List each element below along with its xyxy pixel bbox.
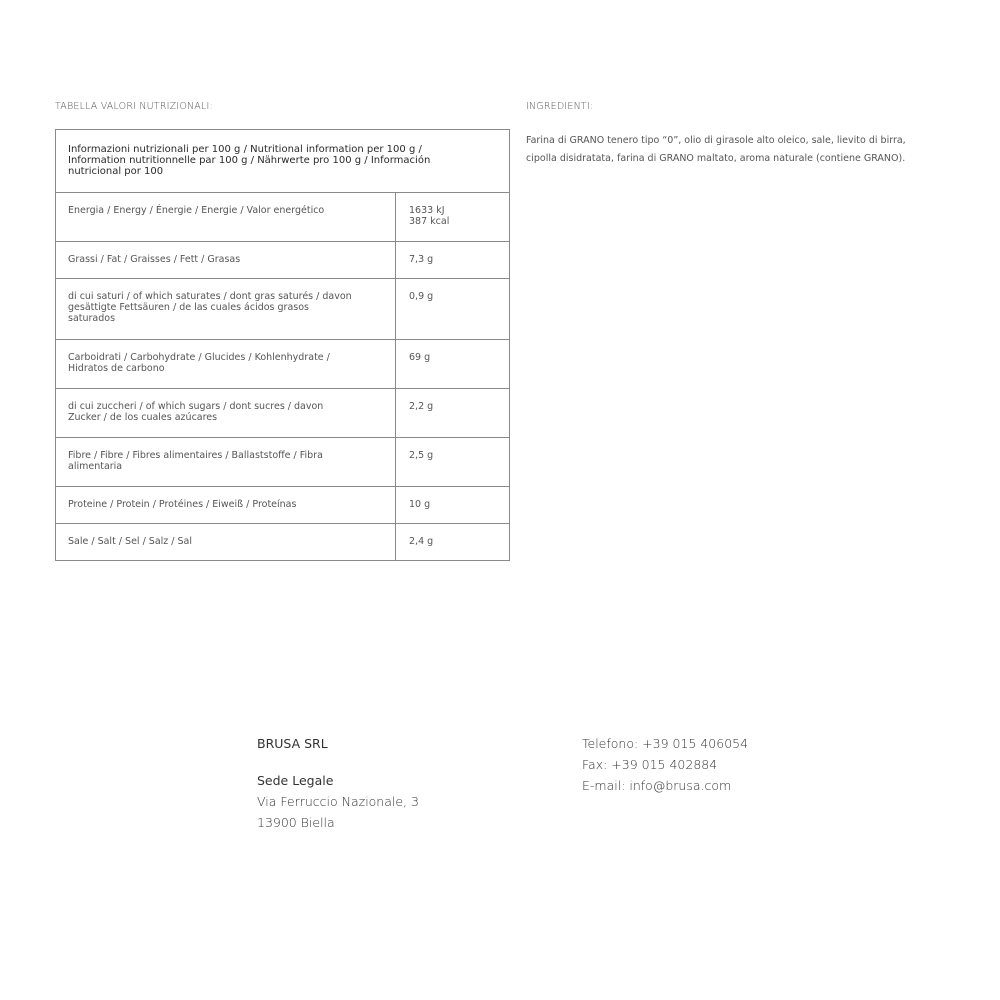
label-line: saturados bbox=[68, 313, 116, 324]
nutrient-value bbox=[396, 279, 510, 340]
fax-number: Fax: +39 015 402884 bbox=[582, 757, 718, 772]
nutrient-label bbox=[56, 242, 396, 279]
header-line: Information nutritionnelle par 100 g / Nährwerte pro 100 g / Información bbox=[68, 155, 431, 166]
value-line: 10 g bbox=[409, 499, 431, 510]
label-line: di cui zuccheri / of which sugars / dont sucres / davon bbox=[68, 401, 324, 412]
nutrient-label bbox=[56, 193, 396, 242]
value-line: 1633 kJ bbox=[409, 205, 445, 216]
address-line: 13900 Biella bbox=[257, 815, 335, 830]
label-line: Grassi / Fat / Graisses / Fett / Grasas bbox=[68, 254, 241, 265]
nutrient-value bbox=[396, 340, 510, 389]
table-row bbox=[56, 524, 510, 561]
label-line: Sale / Salt / Sel / Salz / Sal bbox=[68, 536, 192, 547]
ingredients-line: Farina di GRANO tenero tipo “0”, olio di girasole alto oleico, sale, lievito di birra, bbox=[526, 135, 906, 146]
value-line: 69 g bbox=[409, 352, 431, 363]
nutrient-label bbox=[56, 438, 396, 487]
value-line: 0,9 g bbox=[409, 291, 434, 302]
table-row bbox=[56, 487, 510, 524]
value-line: 2,2 g bbox=[409, 401, 434, 412]
nutrient-value bbox=[396, 193, 510, 242]
company-name: BRUSA SRL bbox=[257, 736, 328, 751]
nutrient-value bbox=[396, 524, 510, 561]
value-line: 387 kcal bbox=[409, 216, 450, 227]
nutrient-label bbox=[56, 487, 396, 524]
table-row bbox=[56, 242, 510, 279]
value-line: 2,5 g bbox=[409, 450, 434, 461]
table-header-row bbox=[56, 130, 510, 193]
nutrient-value bbox=[396, 389, 510, 438]
nutrition-table-title: TABELLA VALORI NUTRIZIONALI: bbox=[55, 101, 213, 112]
table-row bbox=[56, 340, 510, 389]
label-line: Energia / Energy / Énergie / Energie / Valor energético bbox=[68, 205, 325, 216]
value-line: 7,3 g bbox=[409, 254, 434, 265]
email-address: E-mail: info@brusa.com bbox=[582, 778, 732, 793]
label-line: Fibre / Fibre / Fibres alimentaires / Ballaststoffe / Fibra bbox=[68, 450, 323, 461]
label-line: Hidratos de carbono bbox=[68, 363, 165, 374]
ingredients-title: INGREDIENTI: bbox=[526, 101, 594, 112]
nutrient-value bbox=[396, 438, 510, 487]
company-info bbox=[257, 733, 419, 833]
table-row bbox=[56, 389, 510, 438]
label-line: alimentaria bbox=[68, 461, 123, 472]
table-row bbox=[56, 193, 510, 242]
label-line: gesättigte Fettsäuren / de las cuales ácidos grasos bbox=[68, 302, 309, 313]
nutrient-value bbox=[396, 242, 510, 279]
nutrient-label bbox=[56, 279, 396, 340]
nutrient-label bbox=[56, 524, 396, 561]
contact-info bbox=[582, 733, 748, 796]
header-line: Informazioni nutrizionali per 100 g / Nutritional information per 100 g / bbox=[68, 144, 422, 155]
office-label: Sede Legale bbox=[257, 773, 334, 788]
label-line: Proteine / Protein / Protéines / Eiweiß / Proteínas bbox=[68, 499, 297, 510]
label-line: Carboidrati / Carbohydrate / Glucides / Kohlenhydrate / bbox=[68, 352, 330, 363]
nutrient-label bbox=[56, 389, 396, 438]
table-row bbox=[56, 438, 510, 487]
header-line: nutricional por 100 bbox=[68, 166, 164, 177]
value-line: 2,4 g bbox=[409, 536, 434, 547]
nutrient-value bbox=[396, 487, 510, 524]
table-header-cell bbox=[56, 130, 510, 193]
address-line: Via Ferruccio Nazionale, 3 bbox=[257, 794, 419, 809]
table-row bbox=[56, 279, 510, 340]
phone-number: Telefono: +39 015 406054 bbox=[582, 736, 749, 751]
nutrient-label bbox=[56, 340, 396, 389]
ingredients-text bbox=[526, 132, 956, 168]
nutrition-table bbox=[55, 129, 510, 561]
label-line: Zucker / de los cuales azúcares bbox=[68, 412, 218, 423]
label-line: di cui saturi / of which saturates / dont gras saturés / davon bbox=[68, 291, 352, 302]
ingredients-line: cipolla disidratata, farina di GRANO maltato, aroma naturale (contiene GRANO). bbox=[526, 153, 906, 164]
